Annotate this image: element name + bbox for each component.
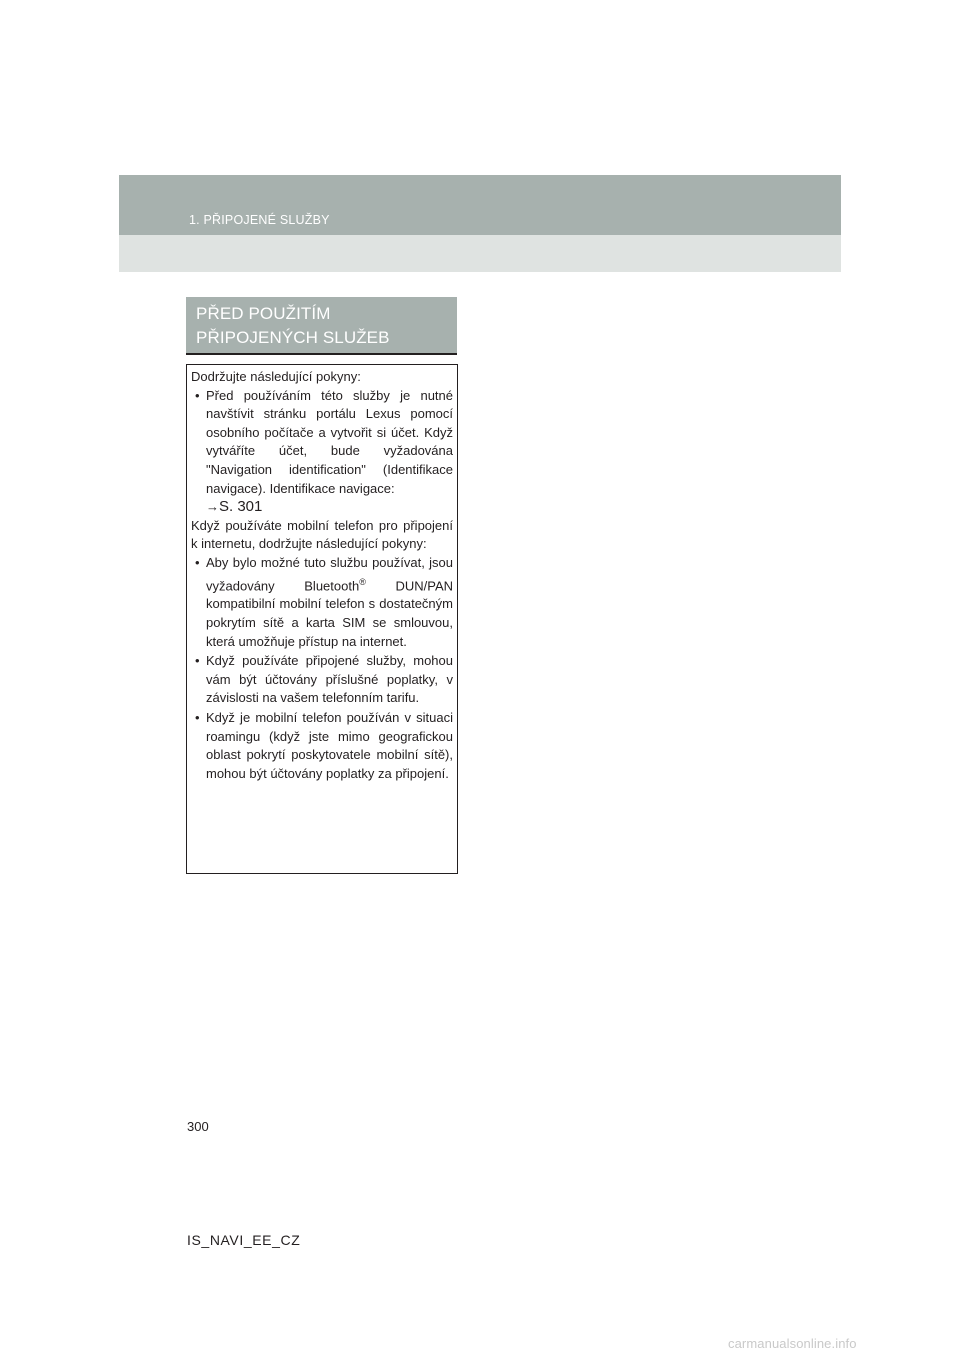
notice-intro: Dodržujte následující pokyny:: [191, 369, 361, 384]
document-code: IS_NAVI_EE_CZ: [187, 1232, 301, 1248]
section-heading: [186, 297, 457, 355]
notice-content: [191, 368, 453, 783]
bullet-mark: •: [195, 653, 200, 669]
bullet-mark: •: [195, 387, 200, 403]
bullet-mark: •: [195, 554, 200, 570]
bullet-list-1: [191, 387, 453, 517]
bullet-text: DUN/PAN kompatibilní mobilní telefon s dostatečným pokrytím sítě a karta SIM se smlouvou, která umožňuje přístup na internet.: [206, 577, 453, 649]
chapter-title: 1. PŘIPOJENÉ SLUŽBY: [189, 213, 330, 227]
section-title: PŘED POUŽITÍM PŘIPOJENÝCH SLUŽEB: [196, 304, 390, 347]
bullet-list-2: [191, 554, 453, 783]
bullet-text: Před používáním této služby je nutné navštívit stránku portálu Lexus pomocí osobního počítače a vytvořit si účet. Když vytváříte účet, bude vyžadována "Navigation identification" (Identifikace navigace). Identifikace navigace:: [206, 387, 453, 496]
watermark: carmanualsonline.info: [728, 1336, 857, 1351]
bullet-text: Aby bylo možné tuto službu používat, jsou vyžadovány Bluetooth: [206, 554, 453, 593]
bullet-text: Když je mobilní telefon používán v situaci roamingu (když jste mimo geografickou oblast pokrytí poskytovatele mobilní sítě), mohou být účtovány poplatky za připojení.: [206, 710, 453, 781]
bullet-text: Když používáte připojené služby, mohou vám být účtovány příslušné poplatky, v závislosti na vašem telefonním tarifu.: [206, 653, 453, 706]
list-item: [191, 709, 453, 783]
header-band-lower: [119, 235, 841, 272]
page-number: 300: [187, 1119, 209, 1134]
bullet-mark: •: [195, 710, 200, 726]
list-item: [191, 387, 453, 517]
page-reference-link[interactable]: S. 301: [219, 498, 263, 516]
arrow-right-icon: →: [206, 499, 219, 515]
list-item: [191, 554, 453, 651]
registered-mark: ®: [359, 576, 366, 587]
list-item: [191, 652, 453, 708]
notice-intro-2: Když používáte mobilní telefon pro připojení k internetu, dodržujte následující pokyny:: [191, 517, 453, 552]
